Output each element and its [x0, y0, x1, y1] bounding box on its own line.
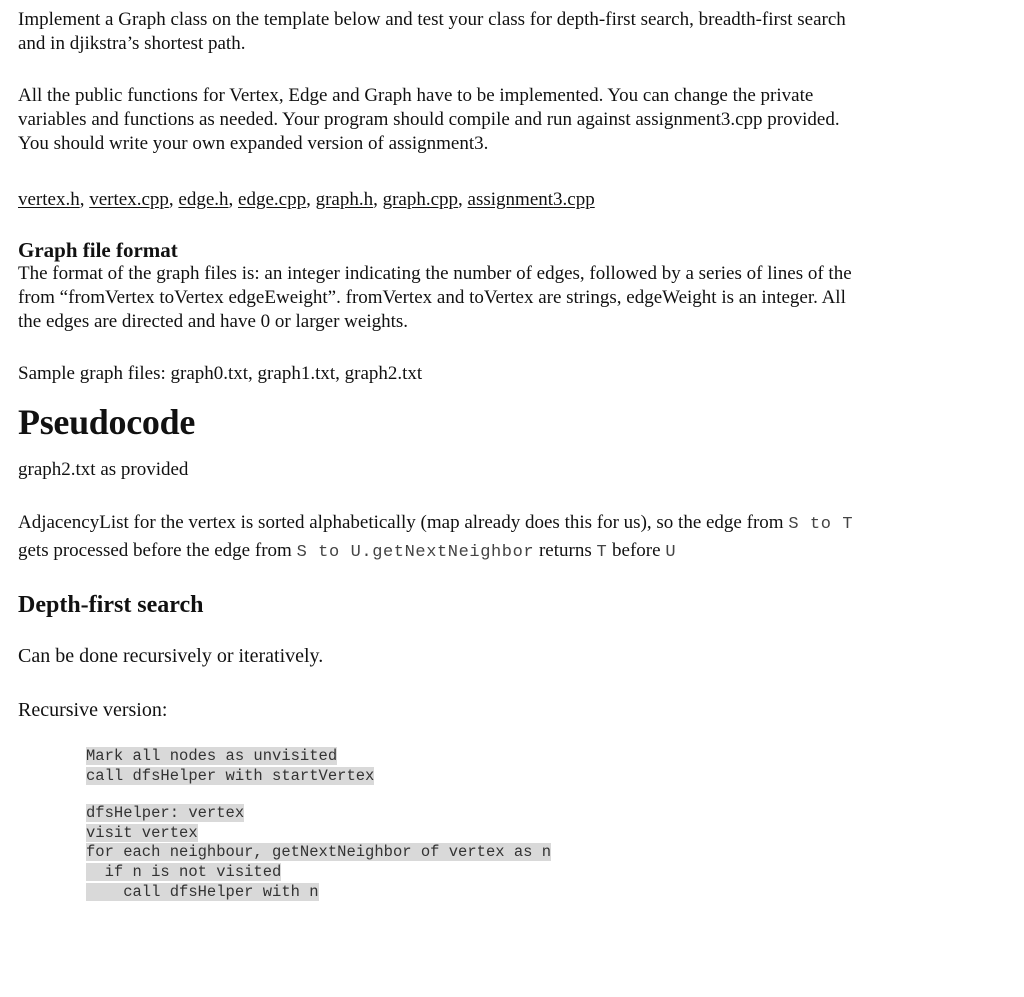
document-page: [18, 8, 1008, 902]
code-line: dfsHelper: vertex: [86, 804, 245, 823]
graph-format-line-2: from “fromVertex toVertex edgeEweight”. fromVertex and toVertex are strings, edgeWeight is an integer. All: [18, 287, 846, 308]
separator: ,: [228, 189, 239, 210]
code-s-to-u: S to U.: [296, 543, 373, 562]
code-block-dfs-helper: [86, 804, 1008, 902]
requirements-line-2: variables and functions as needed. Your program should compile and run against assignment3.cpp provided.: [18, 109, 840, 130]
adjacency-text-1: AdjacencyList for the vertex is sorted alphabetically (map already does this for us), so the edge from: [18, 512, 789, 533]
adjacency-text-2: gets processed before the edge from: [18, 540, 297, 561]
graph-format-line-1: The format of the graph files is: an integer indicating the number of edges, followed by a series of lines of the: [18, 263, 852, 284]
recursive-version-label: Recursive version:: [18, 699, 168, 721]
link-edge-h[interactable]: edge.h: [178, 189, 229, 210]
link-edge-cpp[interactable]: edge.cpp: [238, 189, 307, 210]
adjacency-text-4: before: [607, 540, 666, 561]
separator: ,: [79, 189, 90, 210]
adjacency-paragraph: [18, 510, 1008, 566]
requirements-paragraph: [18, 84, 1008, 156]
code-line: call dfsHelper with n: [86, 882, 319, 901]
dfs-description: Can be done recursively or iteratively.: [18, 645, 324, 667]
intro-line-1: Implement a Graph class on the template below and test your class for depth-first search, breadth-first search: [18, 9, 846, 30]
code-line: Mark all nodes as unvisited: [86, 747, 338, 765]
code-u: U: [665, 543, 677, 562]
dfs-heading: Depth-first search: [18, 592, 204, 618]
link-vertex-h[interactable]: vertex.h: [18, 189, 80, 210]
code-line: if n is not visited: [86, 862, 282, 881]
graph2-provided-text: graph2.txt as provided: [18, 459, 189, 480]
link-graph-h[interactable]: graph.h: [315, 189, 374, 210]
separator: ,: [168, 189, 179, 210]
code-line: for each neighbour, getNextNeighbor of vertex as n: [86, 843, 552, 862]
link-vertex-cpp[interactable]: vertex.cpp: [89, 189, 169, 210]
link-assignment3-cpp[interactable]: assignment3.cpp: [467, 189, 595, 210]
code-t: T: [596, 543, 608, 562]
separator: ,: [306, 189, 316, 210]
requirements-line-1: All the public functions for Vertex, Edge and Graph have to be implemented. You can change the private: [18, 85, 814, 106]
requirements-line-3: You should write your own expanded version of assignment3.: [18, 133, 489, 154]
separator: ,: [373, 189, 383, 210]
adjacency-text-3: returns: [534, 540, 597, 561]
code-line: call dfsHelper with startVertex: [86, 766, 375, 785]
pseudocode-heading: Pseudocode: [18, 402, 196, 442]
graph-format-paragraph: [18, 262, 1008, 334]
code-get-next-neighbor: getNextNeighbor: [372, 543, 535, 562]
separator: ,: [458, 189, 468, 210]
intro-paragraph: [18, 8, 1008, 56]
sample-files-text: Sample graph files: graph0.txt, graph1.txt, graph2.txt: [18, 363, 423, 384]
intro-line-2: and in djikstra’s shortest path.: [18, 33, 246, 54]
graph-file-format-heading: Graph file format: [18, 238, 178, 262]
graph-format-line-3: the edges are directed and have 0 or larger weights.: [18, 311, 409, 332]
code-line: visit vertex: [86, 823, 198, 842]
link-graph-cpp[interactable]: graph.cpp: [382, 189, 459, 210]
file-links: [18, 188, 1008, 212]
code-block-init: [86, 747, 1008, 786]
code-s-to-t: S to T: [788, 515, 854, 534]
